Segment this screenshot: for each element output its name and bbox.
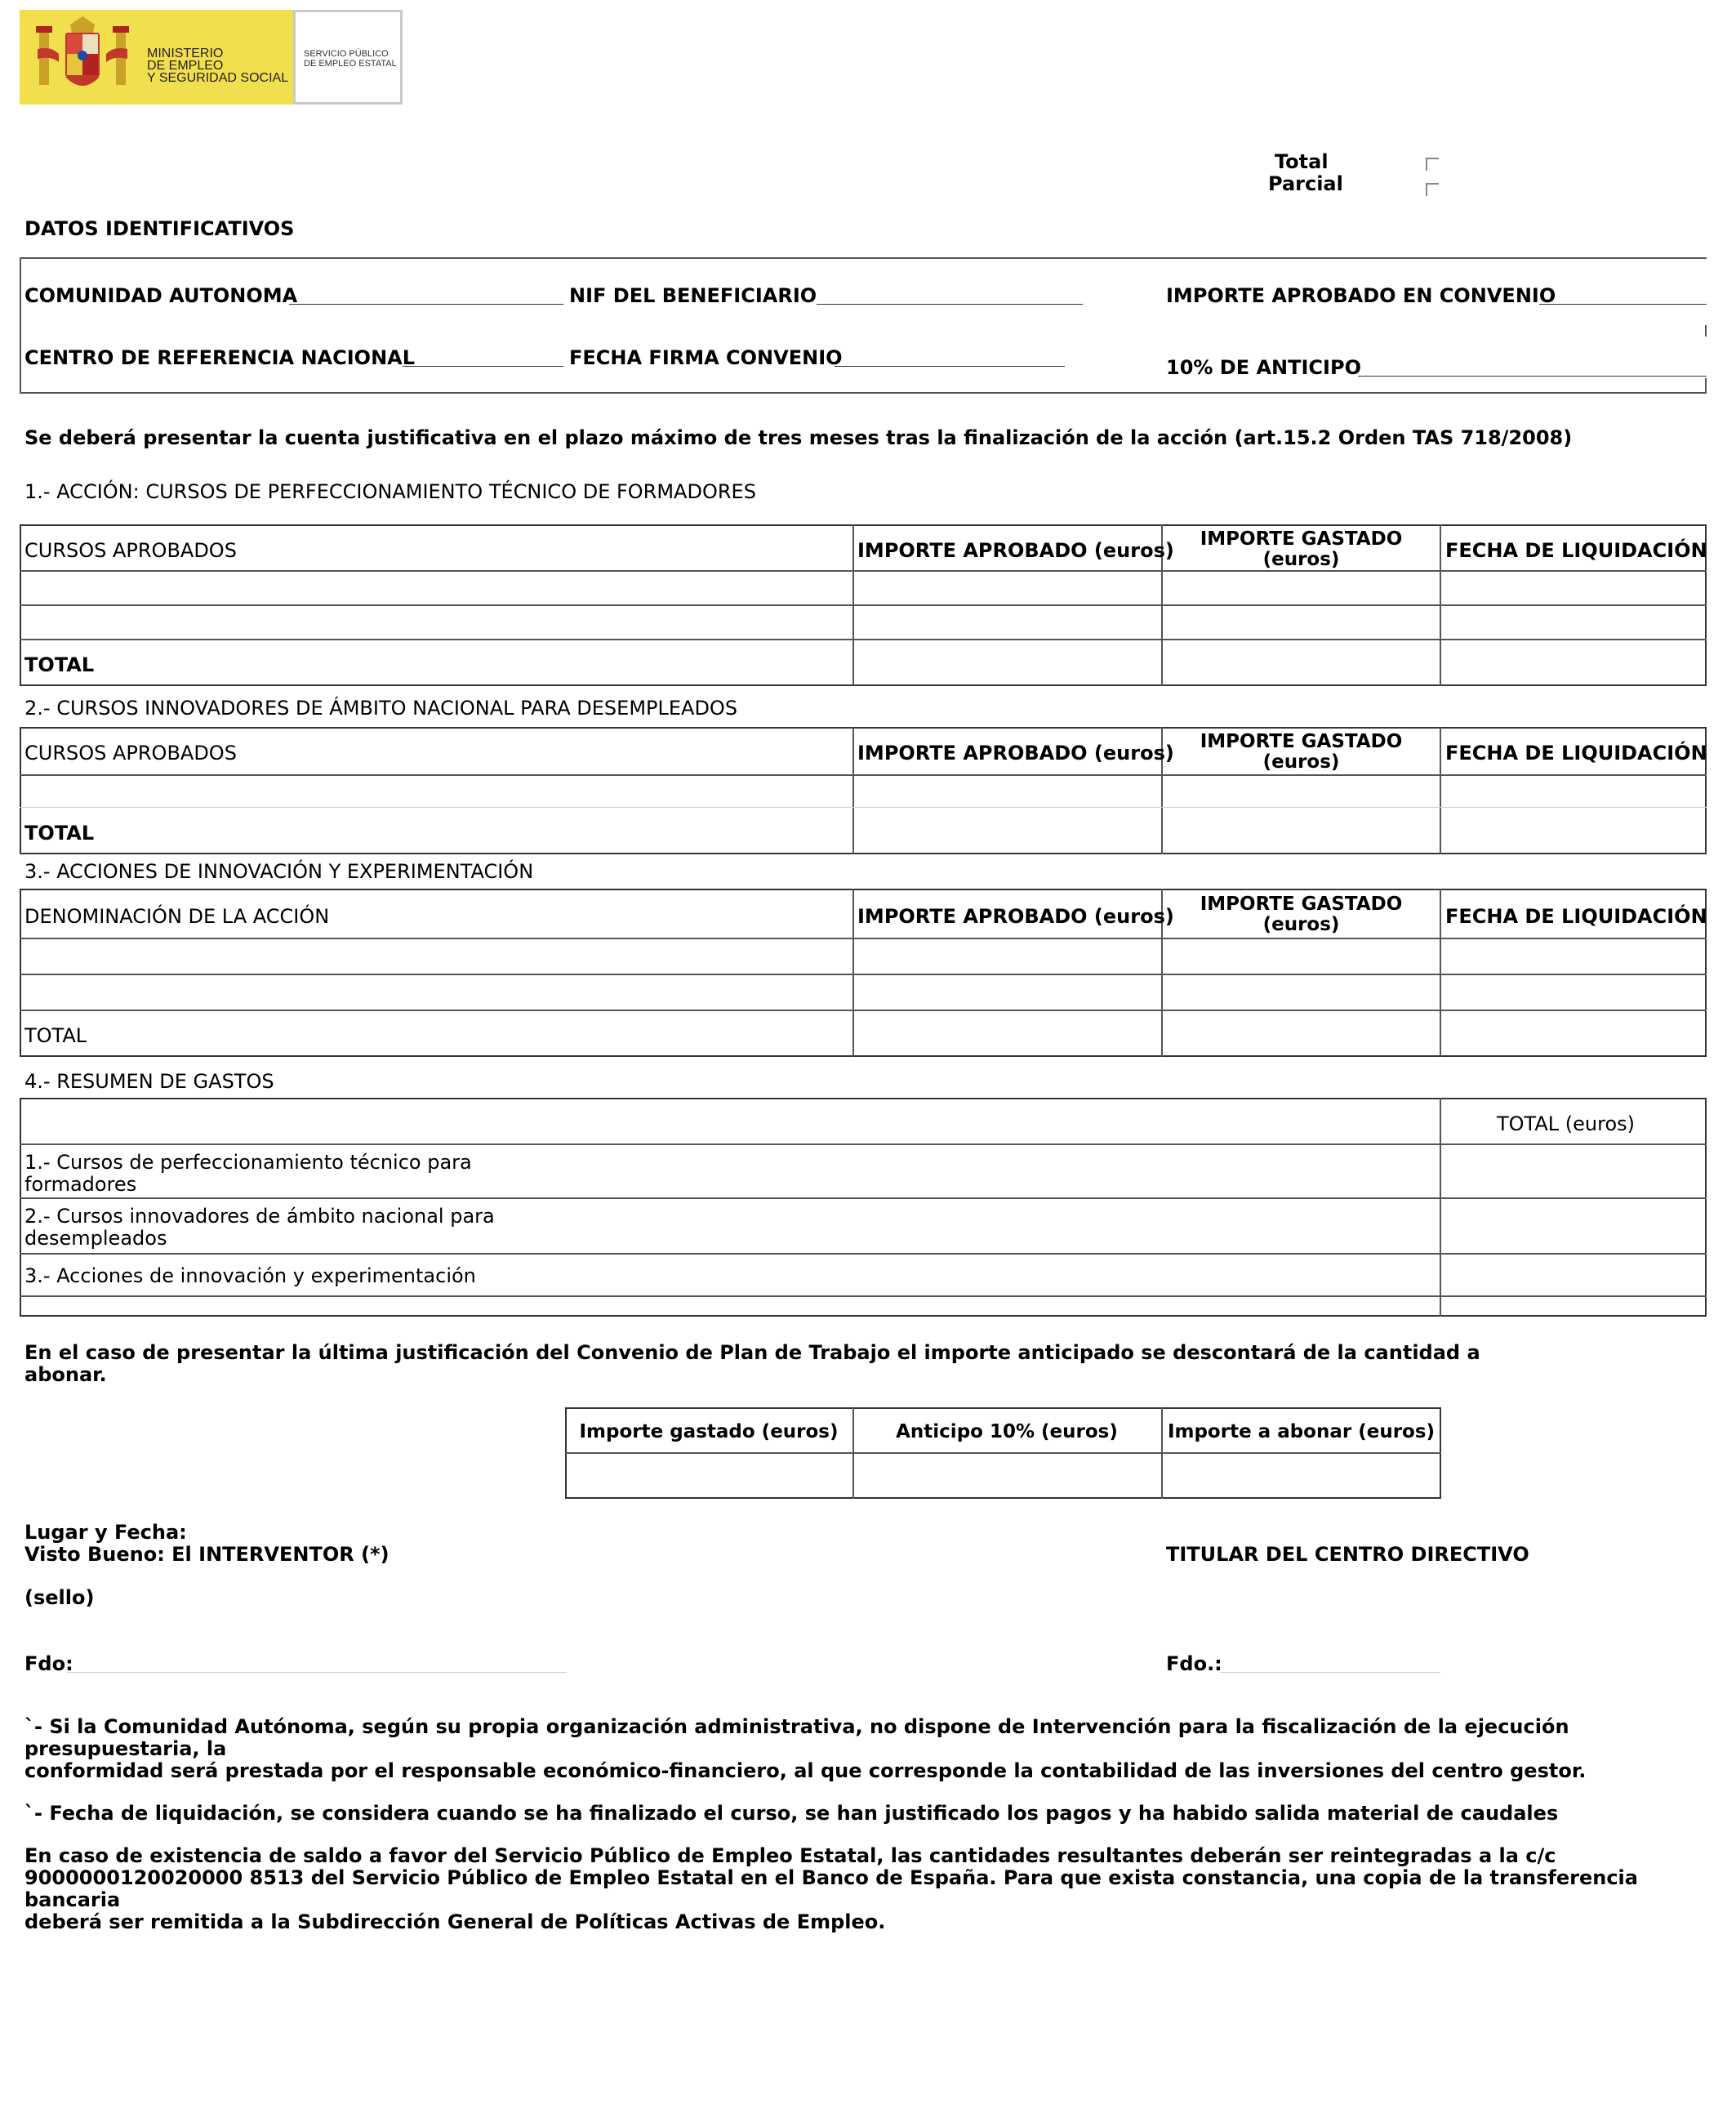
s1-header-importe-gastado: IMPORTE GASTADO (euros) <box>1200 528 1403 570</box>
s4-row2: 2.- Cursos innovadores de ámbito nacional para desempleados <box>24 1205 495 1250</box>
s2-row-divider <box>20 774 1707 776</box>
note-reintegro: En caso de existencia de saldo a favor del Servicio Público de Empleo Estatal, las cantidades resultantes deberán ser reintegradas a la c/c 9000000120020000 8513 del Servicio Público de Empleo Estatal en el Banco de España. Para que exista constancia, una copia de la transferencia bancaria deberá ser remitida a la Subdirección General de Políticas Activas de Empleo. <box>24 1844 1638 1933</box>
s1-row-divider <box>20 639 1707 640</box>
s1-header-cursos: CURSOS APROBADOS <box>24 539 237 562</box>
plazo-note: Se deberá presentar la cuenta justificativa en el plazo máximo de tres meses tras la finalización de la acción (art.15.2 Orden TAS 718/2008) <box>24 426 1573 449</box>
s2-total-label: TOTAL <box>24 822 95 845</box>
section2-title: 2.- CURSOS INNOVADORES DE ÁMBITO NACIONAL PARA DESEMPLEADOS <box>24 697 738 720</box>
option-parcial-label: Parcial <box>1268 172 1343 195</box>
importe-convenio-label: IMPORTE APROBADO EN CONVENIO <box>1166 284 1556 307</box>
ultima-col-anticipo: Anticipo 10% (euros) <box>896 1421 1118 1442</box>
nif-label: NIF DEL BENEFICIARIO <box>569 284 817 307</box>
datos-title: DATOS IDENTIFICATIVOS <box>24 217 295 240</box>
s2-header-importe-gastado: IMPORTE GASTADO (euros) <box>1200 731 1403 773</box>
s3-header-importe-aprobado: IMPORTE APROBADO (euros) <box>857 905 1174 928</box>
fdo-titular-label: Fdo.: <box>1166 1652 1222 1675</box>
s3-row-divider <box>20 974 1707 975</box>
s2-header-cursos: CURSOS APROBADOS <box>24 742 237 765</box>
note-intervencion: `- Si la Comunidad Autónoma, según su propia organización administrativa, no dispone de Intervención para la fiscalización de la ejecución presupuestaria, la conformidad será prestada por el responsable económico-financiero, al que corresponde la contabilidad de las inversiones del centro gestor. <box>24 1715 1587 1782</box>
datos-bottom-border <box>20 392 1707 394</box>
option-total-label: Total <box>1275 150 1329 173</box>
section3-title: 3.- ACCIONES DE INNOVACIÓN Y EXPERIMENTACIÓN <box>24 860 534 883</box>
fdo-titular-field[interactable] <box>1220 1672 1440 1673</box>
s1-row-divider <box>20 570 1707 572</box>
s4-col-divider <box>1440 1098 1441 1317</box>
fecha-firma-field[interactable] <box>835 366 1065 367</box>
lugar-fecha-label: Lugar y Fecha: <box>24 1521 187 1544</box>
fdo-interventor-field[interactable] <box>67 1672 567 1673</box>
s2-header-fecha: FECHA DE LIQUIDACIÓN <box>1445 742 1707 765</box>
s2-col-divider <box>852 727 854 854</box>
total-checkbox[interactable] <box>1426 158 1439 171</box>
centro-field[interactable] <box>403 366 563 367</box>
ultima-row-divider <box>565 1452 1441 1454</box>
ministry-logo <box>20 10 293 105</box>
titular-label: TITULAR DEL CENTRO DIRECTIVO <box>1166 1543 1529 1566</box>
section4-title: 4.- RESUMEN DE GASTOS <box>24 1070 274 1093</box>
s3-header-fecha: FECHA DE LIQUIDACIÓN <box>1445 905 1707 928</box>
s3-col-divider <box>852 889 854 1057</box>
anticipo-label: 10% DE ANTICIPO <box>1166 356 1361 379</box>
s1-header-fecha: FECHA DE LIQUIDACIÓN <box>1445 539 1707 562</box>
s1-header-importe-aprobado: IMPORTE APROBADO (euros) <box>857 539 1174 562</box>
ultima-col-gastado: Importe gastado (euros) <box>579 1421 839 1442</box>
comunidad-field[interactable] <box>289 304 563 305</box>
fecha-firma-label: FECHA FIRMA CONVENIO <box>569 346 843 369</box>
s2-row-divider <box>20 807 1707 808</box>
s1-total-label: TOTAL <box>24 653 95 676</box>
coat-of-arms-icon <box>34 16 131 98</box>
section1-title: 1.- ACCIÓN: CURSOS DE PERFECCIONAMIENTO TÉCNICO DE FORMADORES <box>24 480 756 503</box>
parcial-checkbox[interactable] <box>1426 183 1439 196</box>
s3-row-divider <box>20 1010 1707 1011</box>
s4-row-divider <box>20 1143 1707 1145</box>
datos-left-border <box>20 257 21 393</box>
sello-label: (sello) <box>24 1586 95 1609</box>
s4-row1: 1.- Cursos de perfeccionamiento técnico para formadores <box>24 1151 472 1196</box>
fdo-interventor-label: Fdo: <box>24 1652 73 1675</box>
s4-row-divider <box>20 1253 1707 1255</box>
s4-header-total: TOTAL (euros) <box>1497 1112 1635 1135</box>
s1-row-divider <box>20 604 1707 606</box>
anticipo-field[interactable] <box>1358 376 1707 377</box>
s3-col-divider <box>1440 889 1441 1057</box>
importe-convenio-field[interactable] <box>1539 304 1707 305</box>
s4-row3: 3.- Acciones de innovación y experimentación <box>24 1264 476 1287</box>
s3-header-importe-gastado: IMPORTE GASTADO (euros) <box>1200 894 1403 935</box>
datos-top-border <box>20 257 1707 259</box>
ultima-col-abonar: Importe a abonar (euros) <box>1167 1421 1436 1442</box>
s4-row-divider <box>20 1295 1707 1297</box>
sepe-name: SERVICIO PÚBLICO DE EMPLEO ESTATAL <box>304 49 397 69</box>
note-fecha-liquidacion: `- Fecha de liquidación, se considera cuando se ha finalizado el curso, se han justificado los pagos y ha habido salida material de caudales <box>24 1802 1559 1825</box>
datos-tick <box>1705 325 1707 337</box>
ultima-note: En el caso de presentar la última justificación del Convenio de Plan de Trabajo el importe anticipado se descontará de la cantidad a abonar. <box>24 1341 1480 1386</box>
ministry-name: MINISTERIO DE EMPLEO Y SEGURIDAD SOCIAL <box>147 47 289 85</box>
s3-total-label: TOTAL <box>24 1024 87 1047</box>
s2-header-importe-aprobado: IMPORTE APROBADO (euros) <box>857 742 1174 765</box>
s2-col-divider <box>1440 727 1441 854</box>
s4-row-divider <box>20 1197 1707 1199</box>
s3-header-denominacion: DENOMINACIÓN DE LA ACCIÓN <box>24 905 330 928</box>
centro-label: CENTRO DE REFERENCIA NACIONAL <box>24 346 416 369</box>
comunidad-label: COMUNIDAD AUTONOMA <box>24 284 298 307</box>
datos-right-border <box>1705 378 1707 393</box>
s3-row-divider <box>20 938 1707 939</box>
nif-field[interactable] <box>817 304 1083 305</box>
visto-bueno-label: Visto Bueno: El INTERVENTOR (*) <box>24 1543 389 1566</box>
